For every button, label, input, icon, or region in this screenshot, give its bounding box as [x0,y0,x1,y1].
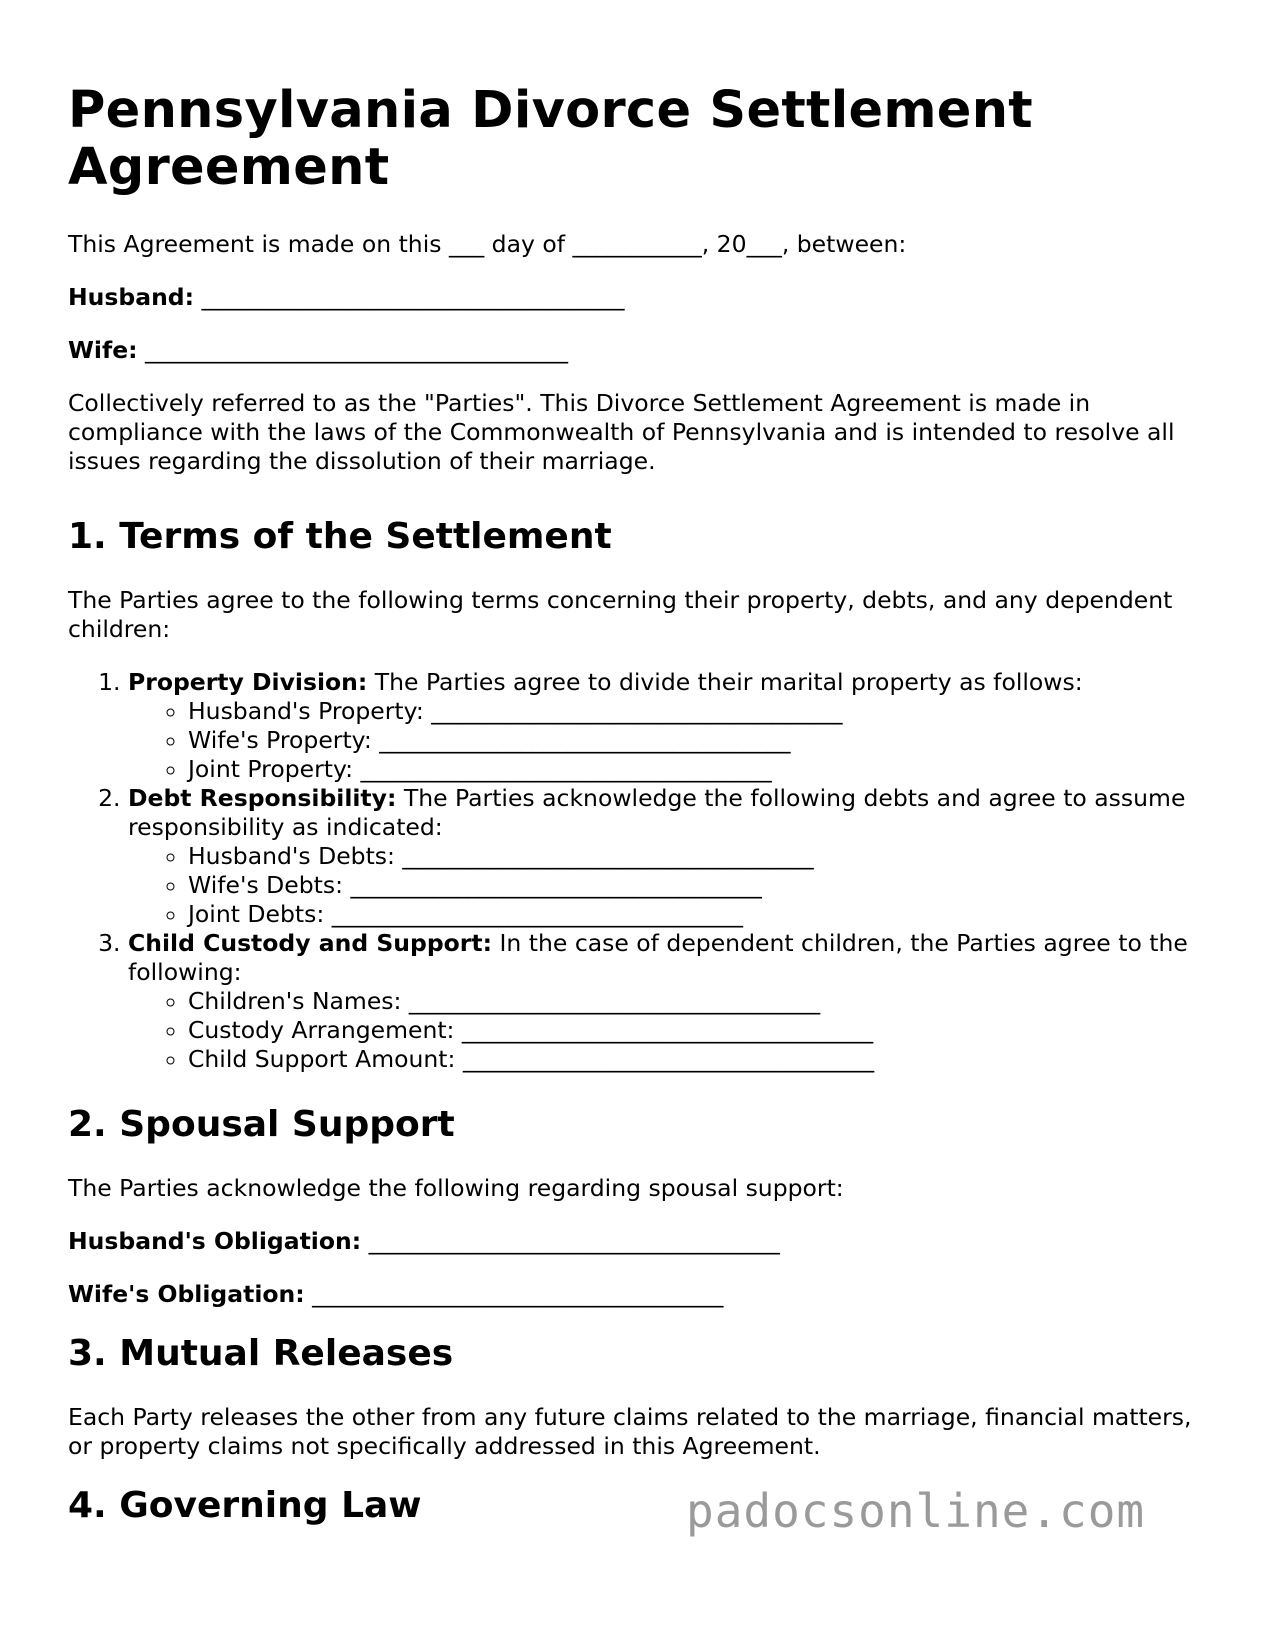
husband-obligation-label: Husband's Obligation: [68,1227,362,1255]
sub-item: ◦ Wife's Debts: ___________________________________ [188,871,1198,900]
wife-blank: ____________________________________ [145,336,569,364]
section-2-intro: The Parties acknowledge the following regarding spousal support: [68,1174,844,1202]
section-1-heading: 1. Terms of the Settlement [68,516,612,557]
collective-paragraph: Collectively referred to as the "Parties". This Divorce Settlement Agreement is made in compliance with the laws of the Commonwealth of Pennsylvania and is intended to resolve all issues regarding the dissolution of their marriage. [68,389,1175,475]
wife-obligation-blank: ___________________________________ [312,1280,724,1308]
wife-obligation-label: Wife's Obligation: [68,1280,305,1308]
wife-field [68,336,1198,365]
list-item [128,929,1198,1074]
item-title: Child Custody and Support: [128,929,493,957]
document-page [68,82,1198,1555]
sub-item: ◦ Joint Debts: ___________________________________ [188,900,1198,929]
husband-obligation-field [68,1227,1198,1256]
terms-list [68,668,1198,1074]
wife-obligation-field [68,1280,1198,1309]
husband-blank: ____________________________________ [201,283,625,311]
intro-line: This Agreement is made on this ___ day of ___________, 20___, between: [68,230,907,258]
husband-obligation-blank: ___________________________________ [368,1227,780,1255]
section-3-heading: 3. Mutual Releases [68,1333,454,1374]
list-item [128,784,1198,929]
item-text: The Parties agree to divide their marital property as follows: [367,668,1083,696]
sub-item: ◦ Joint Property: ___________________________________ [188,755,1198,784]
sub-list [128,697,1198,784]
sub-list [128,987,1198,1074]
husband-field [68,283,1198,312]
husband-label: Husband: [68,283,195,311]
item-text: The Parties acknowledge the following debts and agree to assume responsibility as indicated: [128,784,1186,841]
wife-label: Wife: [68,336,138,364]
item-title: Debt Responsibility: [128,784,397,812]
section-3-text: Each Party releases the other from any future claims related to the marriage, financial matters, or property claims not specifically addressed in this Agreement. [68,1403,1192,1460]
sub-item: ◦ Custody Arrangement: ___________________________________ [188,1016,1198,1045]
sub-item: ◦ Husband's Debts: ___________________________________ [188,842,1198,871]
section-4-heading: 4. Governing Law [68,1485,422,1526]
watermark: padocsonline.com [686,1484,1146,1538]
list-item [128,668,1198,784]
sub-item: ◦ Child Support Amount: ___________________________________ [188,1045,1198,1074]
section-2-heading: 2. Spousal Support [68,1104,455,1145]
sub-list [128,842,1198,929]
item-text: In the case of dependent children, the Parties agree to the following: [128,929,1188,986]
sub-item: ◦ Wife's Property: ___________________________________ [188,726,1198,755]
item-title: Property Division: [128,668,368,696]
section-1-intro: The Parties agree to the following terms concerning their property, debts, and any dependent children: [68,586,1173,643]
sub-item: ◦ Children's Names: ___________________________________ [188,987,1198,1016]
sub-item: ◦ Husband's Property: ___________________________________ [188,697,1198,726]
document-title: Pennsylvania Divorce Settlement Agreement [68,81,1033,197]
